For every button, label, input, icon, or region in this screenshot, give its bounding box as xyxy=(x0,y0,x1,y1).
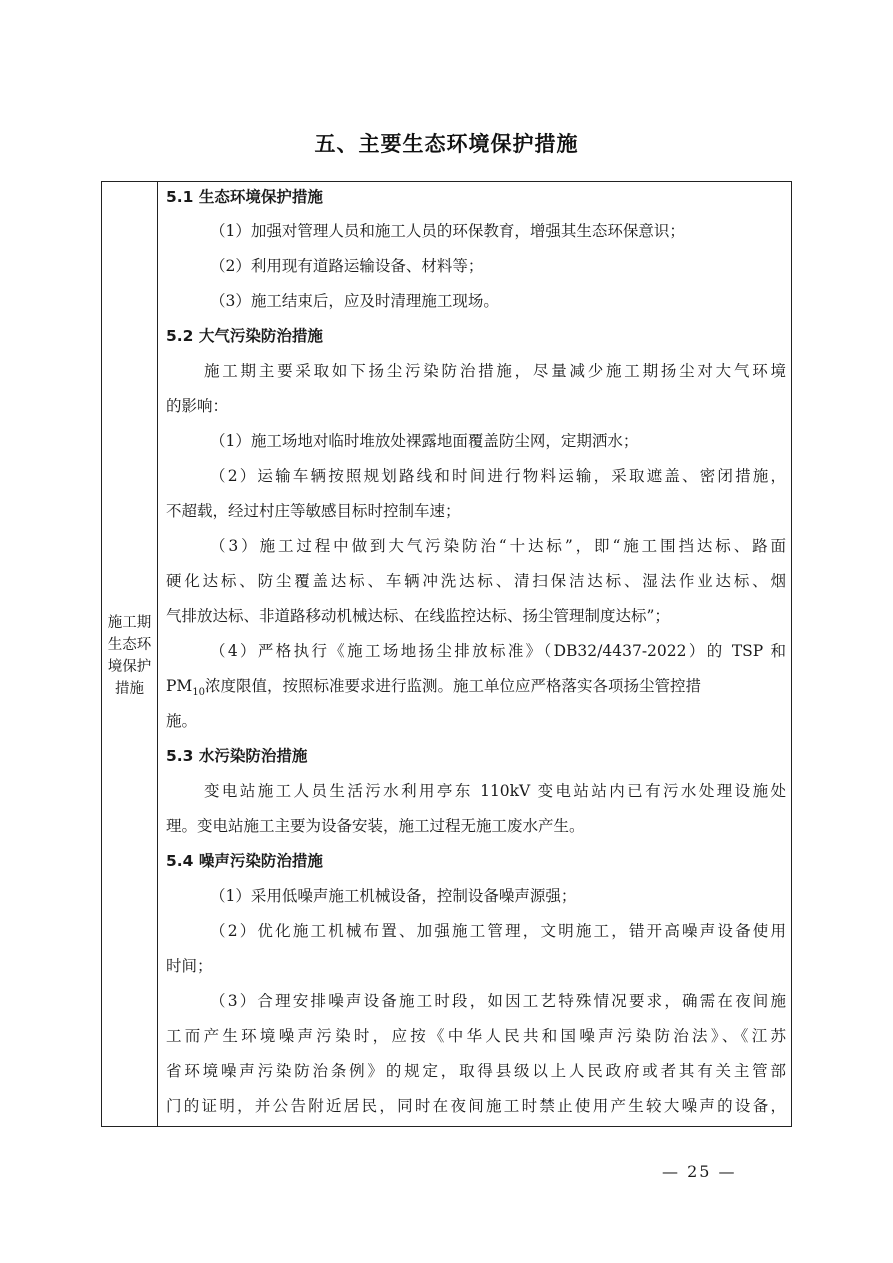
section-heading-5-4: 5.4 噪声污染防治措施 xyxy=(166,852,323,870)
section-heading-5-1: 5.1 生态环境保护措施 xyxy=(166,188,323,206)
text-line: （3）合理安排噪声设备施工时段，如因工艺特殊情况要求，确需在夜间施 xyxy=(210,992,786,1010)
text-line: （4）严格执行《施工场地扬尘排放标准》（DB32/4437-2022）的 TSP 和 xyxy=(210,642,786,660)
text-line: 时间； xyxy=(166,957,213,975)
row-label-line: 生态环 xyxy=(107,637,152,653)
text-line: 工而产生环境噪声污染时，应按《中华人民共和国噪声污染防治法》、《江苏 xyxy=(166,1027,786,1045)
row-label-line: 境保护 xyxy=(107,659,152,675)
column-divider xyxy=(157,182,158,1126)
page-number: — 25 — xyxy=(662,1162,737,1181)
section-heading-5-3: 5.3 水污染防治措施 xyxy=(166,747,308,765)
measures-table xyxy=(101,181,792,1127)
text-line: （3）施工结束后，应及时清理施工现场。 xyxy=(210,292,499,310)
pm-subscript: 10 xyxy=(192,687,206,698)
text-line: 理。变电站施工主要为设备安装，施工过程无施工废水产生。 xyxy=(166,817,585,835)
text-line: 施工期主要采取如下扬尘污染防治措施，尽量减少施工期扬尘对大气环境 xyxy=(204,362,786,380)
pm-label: PM xyxy=(166,677,193,695)
text-line: 气排放达标、非道路移动机械达标、在线监控达标、扬尘管理制度达标”； xyxy=(166,607,670,625)
section-heading-5-2: 5.2 大气污染防治措施 xyxy=(166,327,323,345)
text-line: 不超载，经过村庄等敏感目标时控制车速； xyxy=(166,502,461,520)
text-line xyxy=(166,674,786,698)
text-line: 门的证明，并公告附近居民，同时在夜间施工时禁止使用产生较大噪声的设备， xyxy=(166,1097,786,1115)
text-line: （1）施工场地对临时堆放处裸露地面覆盖防尘网，定期洒水； xyxy=(210,432,639,450)
text-line: （2）优化施工机械布置、加强施工管理，文明施工，错开高噪声设备使用 xyxy=(210,922,786,940)
row-label-line: 施工期 xyxy=(107,615,152,631)
text-line: （1）采用低噪声施工机械设备，控制设备噪声源强； xyxy=(210,887,577,905)
text-fragment: 浓度限值，按照标准要求进行监测。施工单位应严格落实各项扬尘管控措 xyxy=(205,677,702,695)
text-line: （2）运输车辆按照规划路线和时间进行物料运输，采取遮盖、密闭措施， xyxy=(210,467,786,485)
text-line: 变电站施工人员生活污水利用亭东 110kV 变电站站内已有污水处理设施处 xyxy=(204,782,786,800)
page-title: 五、主要生态环境保护措施 xyxy=(314,132,579,156)
text-line: （3）施工过程中做到大气污染防治“十达标”，即“施工围挡达标、路面 xyxy=(210,537,786,555)
text-line: 的影响： xyxy=(166,397,229,415)
row-label-line: 措施 xyxy=(115,681,144,697)
text-line: 省环境噪声污染防治条例》的规定，取得县级以上人民政府或者其有关主管部 xyxy=(166,1062,786,1080)
row-label xyxy=(102,612,157,700)
text-line: 施。 xyxy=(166,712,198,730)
text-line: 硬化达标、防尘覆盖达标、车辆冲洗达标、清扫保洁达标、湿法作业达标、烟 xyxy=(166,572,786,590)
text-line: （1）加强对管理人员和施工人员的环保教育，增强其生态环保意识； xyxy=(210,222,685,240)
text-line: （2）利用现有道路运输设备、材料等； xyxy=(210,257,484,275)
